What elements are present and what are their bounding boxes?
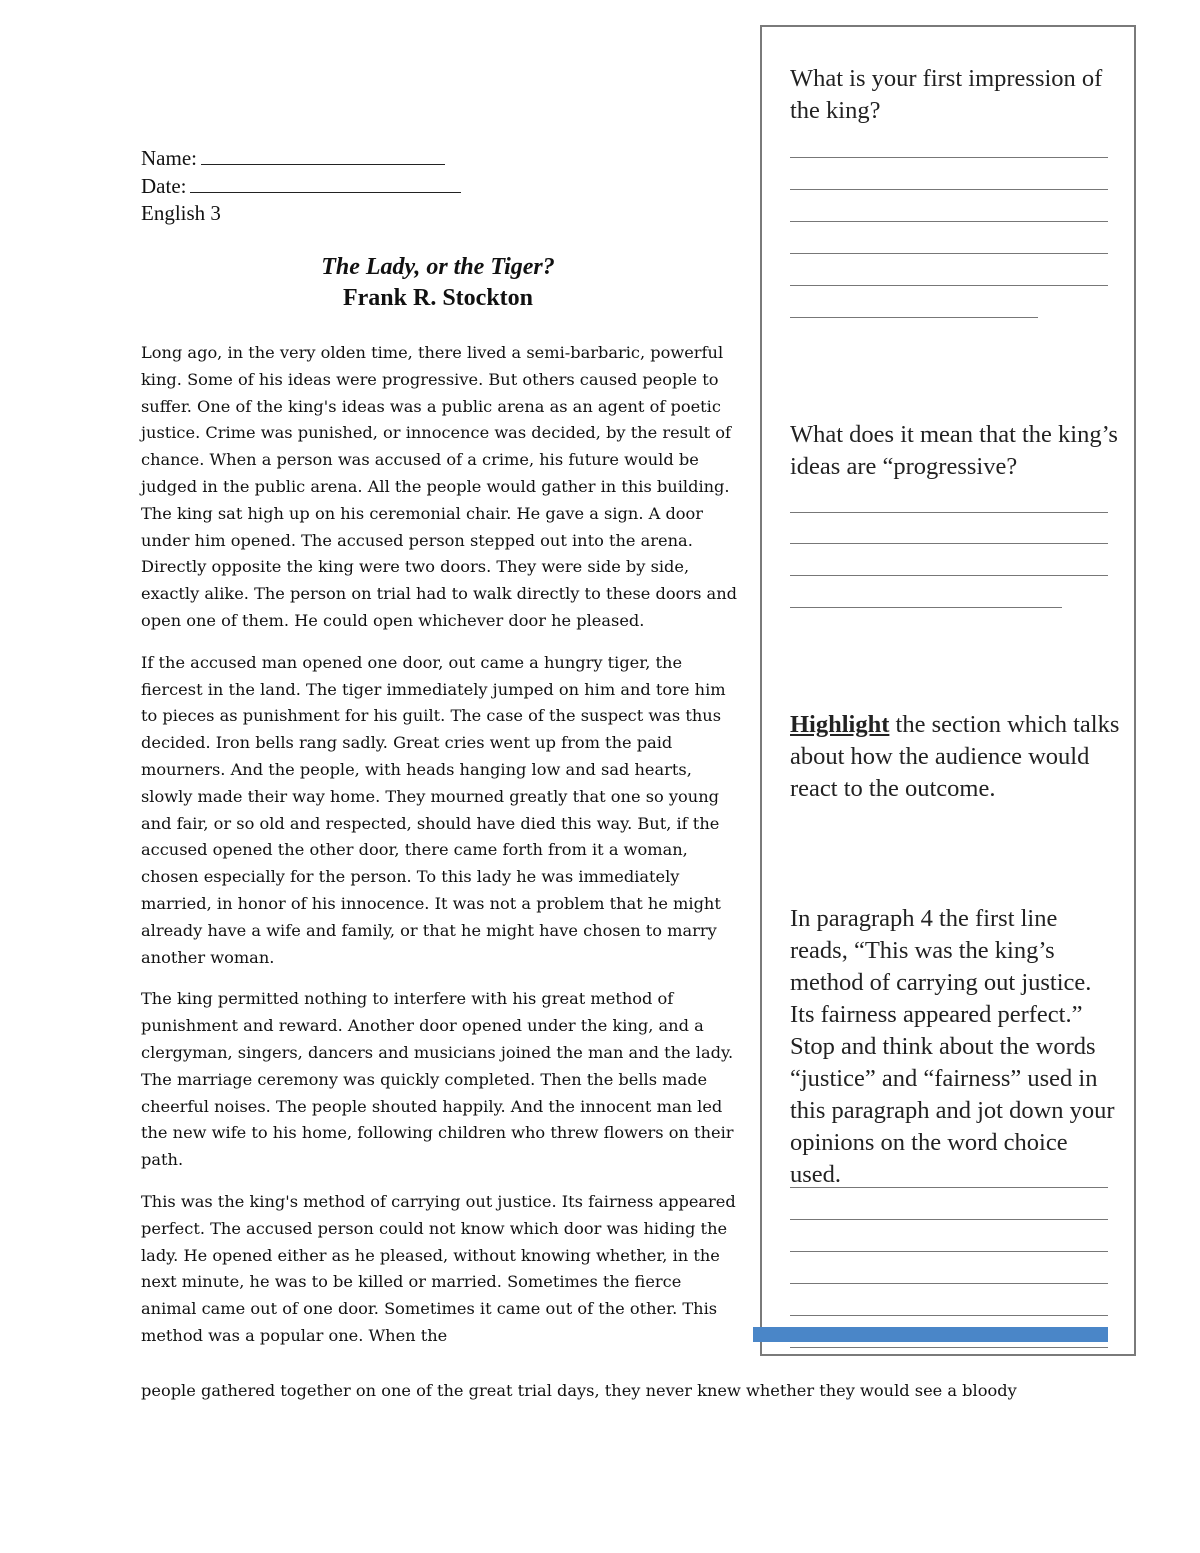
answer-line[interactable] bbox=[790, 189, 1108, 190]
questions-sidebar bbox=[760, 25, 1136, 1356]
paragraph-1: Long ago, in the very olden time, there lived a semi-barbaric, powerful king. Some of his ideas were progressive. But others caused people to suffer. One of the king's ideas was a public arena as an agent of poetic justice. Crime was punished, or innocence was decided, by the result of chance. When a person was accused of a crime, his future would be judged in the public arena. All the people would gather in this building. The king sat high up on his ceremonial chair. He gave a sign. A door under him opened. The accused person stepped out into the arena. Directly opposite the king were two doors. They were side by side, exactly alike. The person on trial had to walk directly to these doors and open one of them. He could open whichever door he pleased. bbox=[141, 343, 737, 630]
answer-line[interactable] bbox=[790, 221, 1108, 222]
question-1: What is your first impression of the king? bbox=[790, 65, 1103, 124]
question-4: In paragraph 4 the first line reads, “This was the king’s method of carrying out justice. Its fairness appeared perfect.” Stop and think about the words “justice” and “fairness” used in this paragraph and jot down your opinions on the word choice used. bbox=[790, 905, 1115, 1188]
date-label: Date: bbox=[141, 174, 187, 198]
name-label: Name: bbox=[141, 146, 197, 170]
answer-line[interactable] bbox=[790, 1219, 1108, 1220]
answer-line[interactable] bbox=[790, 1347, 1108, 1348]
question-2: What does it mean that the king’s ideas are “progressive? bbox=[790, 421, 1118, 480]
answer-line[interactable] bbox=[790, 575, 1108, 576]
answer-line[interactable] bbox=[790, 317, 1038, 318]
story-text bbox=[141, 340, 741, 1365]
date-field[interactable] bbox=[190, 172, 461, 193]
highlight-word: Highlight bbox=[790, 711, 890, 738]
answer-line[interactable] bbox=[790, 253, 1108, 254]
answer-line[interactable] bbox=[790, 1251, 1108, 1252]
question-3 bbox=[790, 709, 1120, 805]
answer-line[interactable] bbox=[790, 512, 1108, 513]
paragraph-3: The king permitted nothing to interfere with his great method of punishment and reward. Another door opened under the king, and a clergyman, singers, dancers and musicians joined the man and the lady. The marriage ceremony was quickly completed. Then the bells made cheerful noises. The people shouted happily. And the innocent man led the new wife to his home, following children who threw flowers on their path. bbox=[141, 989, 734, 1170]
story-title: The Lady, or the Tiger? bbox=[321, 254, 555, 280]
name-field[interactable] bbox=[201, 144, 445, 165]
paragraph-4: This was the king's method of carrying out justice. Its fairness appeared perfect. The accused person could not know which door was hiding the lady. He opened either as he pleased, without knowing whether, in the next minute, he was to be killed or married. Sometimes the fierce animal came out of one door. Sometimes it came out of the other. This method was a popular one. When the bbox=[141, 1191, 736, 1345]
highlight-bar bbox=[753, 1327, 1108, 1342]
answer-line[interactable] bbox=[790, 285, 1108, 286]
paragraph-4-continued: people gathered together on one of the great trial days, they never knew whether they would see a bloody bbox=[141, 1381, 1017, 1400]
answer-line[interactable] bbox=[790, 157, 1108, 158]
answer-line[interactable] bbox=[790, 1283, 1108, 1284]
class-label: English 3 bbox=[141, 201, 221, 225]
story-author: Frank R. Stockton bbox=[342, 285, 534, 311]
answer-line[interactable] bbox=[790, 607, 1062, 608]
answer-line[interactable] bbox=[790, 1315, 1108, 1316]
answer-line[interactable] bbox=[790, 543, 1108, 544]
title-block bbox=[141, 252, 735, 314]
name-row bbox=[141, 144, 461, 172]
date-row bbox=[141, 172, 461, 200]
answer-line[interactable] bbox=[790, 1187, 1108, 1188]
question-3-text: the section which talks about how the audience would react to the outcome. bbox=[790, 711, 1120, 802]
student-header bbox=[141, 144, 461, 227]
paragraph-2: If the accused man opened one door, out came a hungry tiger, the fiercest in the land. The tiger immediately jumped on him and tore him to pieces as punishment for his guilt. The case of the suspect was thus decided. Iron bells rang sadly. Great cries went up from the paid mourners. And the people, with heads hanging low and sad hearts, slowly made their way home. They mourned greatly that one so young and fair, or so old and respected, should have died this way. But, if the accused opened the other door, there came forth from it a woman, chosen especially for the person. To this lady he was immediately married, in honor of his innocence. It was not a problem that he might already have a wife and family, or that he might have chosen to marry another woman. bbox=[141, 652, 726, 967]
